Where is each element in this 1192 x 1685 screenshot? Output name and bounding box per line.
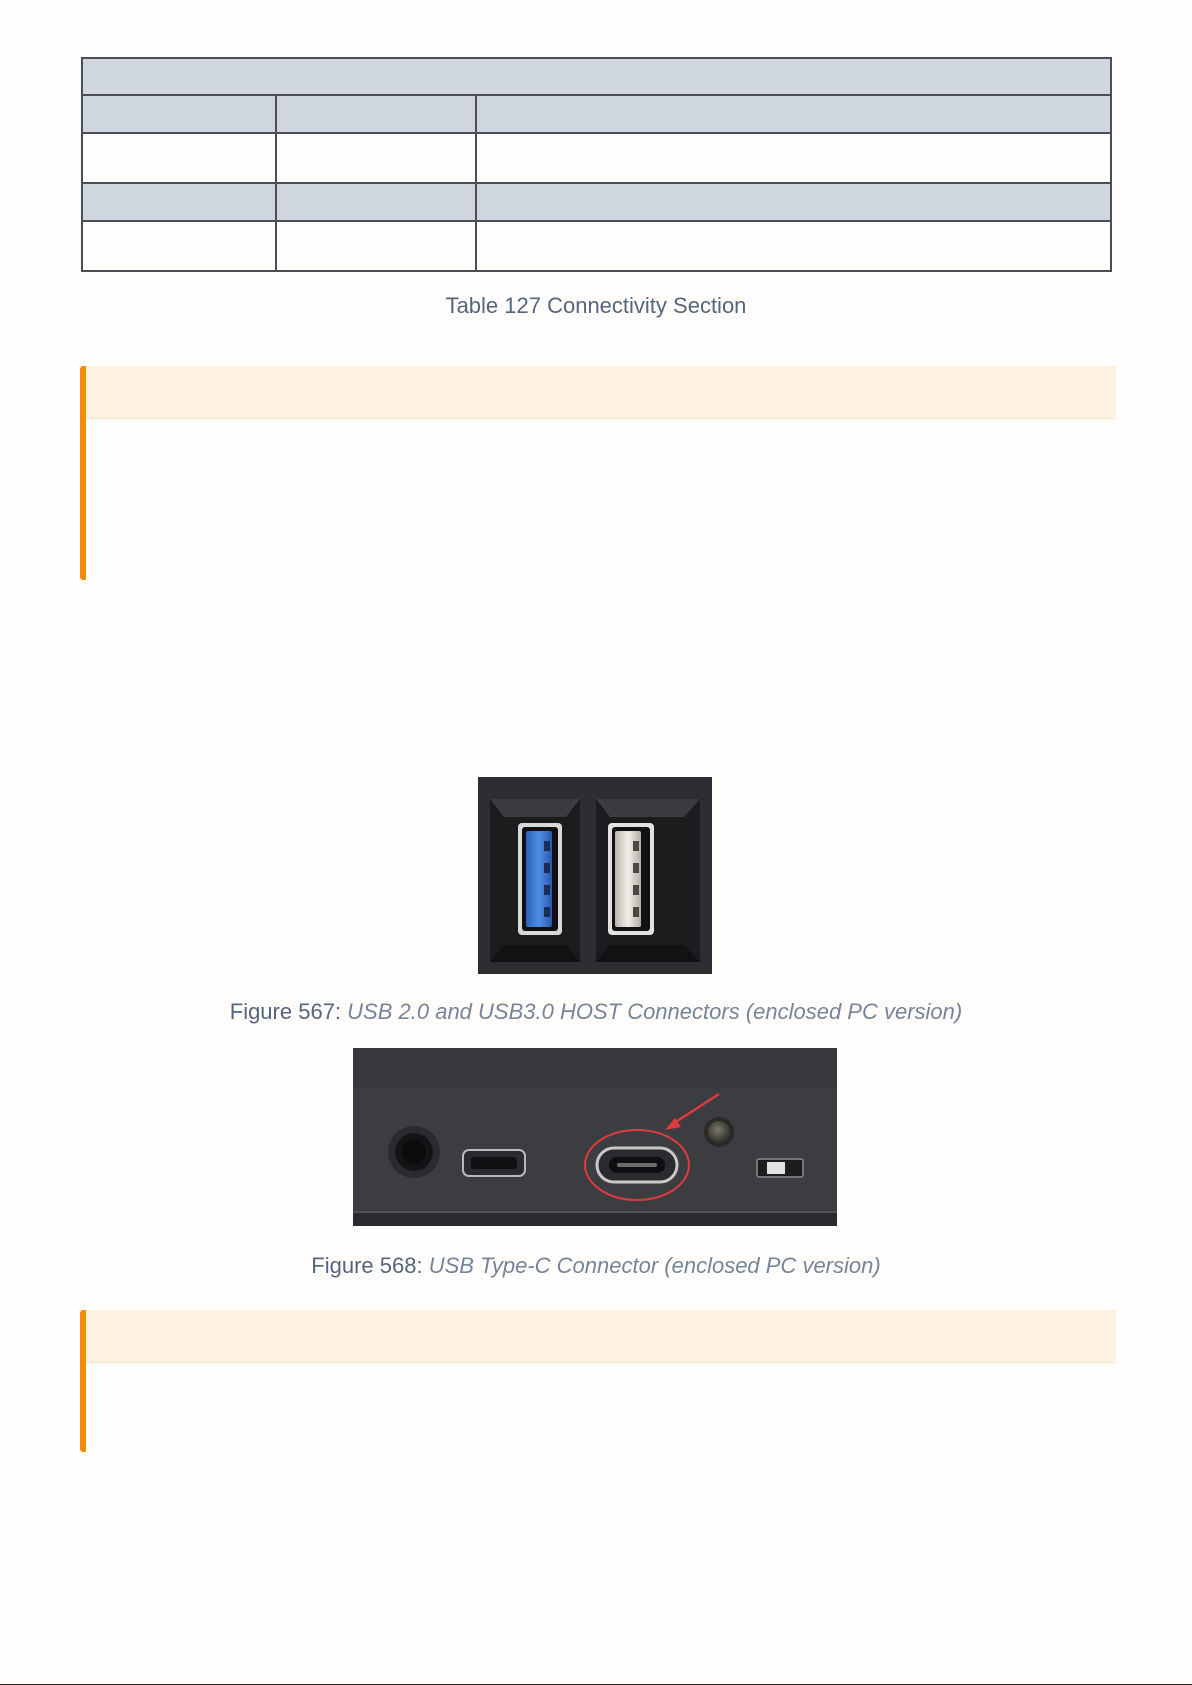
figure-caption	[0, 1253, 1192, 1279]
note-box	[80, 366, 1116, 580]
table-header-cell	[476, 183, 1111, 221]
figure-description: USB 2.0 and USB3.0 HOST Connectors (enclosed PC version)	[347, 999, 963, 1024]
figure-number: Figure 568:	[311, 1253, 423, 1278]
connectivity-table	[81, 57, 1112, 272]
table-caption-text: Table 127 Connectivity Section	[445, 293, 747, 318]
table-caption	[0, 293, 1192, 319]
note-box	[80, 1310, 1116, 1452]
figure-description: USB Type-C Connector (enclosed PC version)	[428, 1253, 881, 1278]
table-header-cell	[82, 183, 276, 221]
note-box-header	[86, 366, 1116, 419]
table-cell	[276, 133, 476, 183]
table-header-cell	[276, 183, 476, 221]
table-cell	[82, 133, 276, 183]
table-cell	[476, 133, 1111, 183]
note-box-header	[86, 1310, 1116, 1363]
usb-host-connectors-photo	[478, 777, 712, 974]
table-cell	[82, 221, 276, 271]
table-header-cell	[276, 95, 476, 133]
table-row	[82, 133, 1111, 183]
table-header-row	[82, 183, 1111, 221]
table-header-cell	[476, 95, 1111, 133]
figure-number: Figure 567:	[229, 999, 342, 1024]
table-title-cell	[82, 58, 1111, 95]
table-header-cell	[82, 95, 276, 133]
usb-type-c-photo	[353, 1048, 837, 1226]
figure-caption	[0, 999, 1192, 1025]
table-header-row	[82, 95, 1111, 133]
table-cell	[476, 221, 1111, 271]
table-row	[82, 221, 1111, 271]
table-cell	[276, 221, 476, 271]
table-title-row	[82, 58, 1111, 95]
